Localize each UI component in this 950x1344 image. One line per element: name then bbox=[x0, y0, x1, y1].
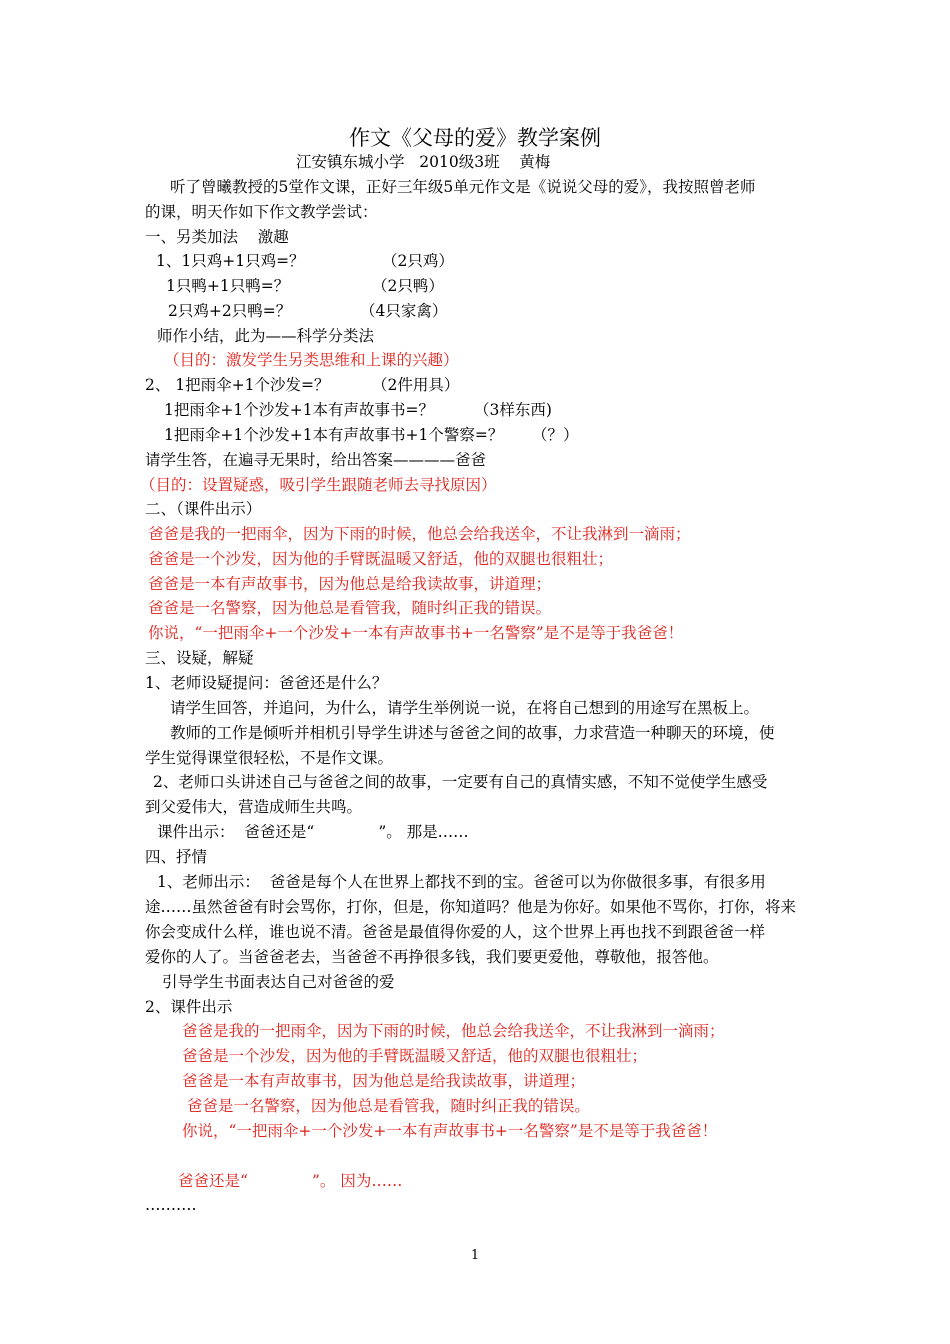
paragraph-line: 请学生回答，并追问，为什么，请学生举例说一说，在将自己想到的用途写在黑板上。 bbox=[170, 699, 760, 717]
question: 1把雨伞+1个沙发+1本有声故事书+1个警察=？ bbox=[164, 426, 504, 444]
question: 1把雨伞+1个沙发+1本有声故事书=？ bbox=[164, 401, 435, 419]
answer: （2只鸭） bbox=[372, 277, 444, 295]
answer: （？） bbox=[532, 426, 579, 444]
answer: （2件用具） bbox=[372, 376, 460, 394]
purpose-note: （目的：设置疑惑，吸引学生跟随老师去寻找原因） bbox=[140, 476, 497, 494]
slide-line: 爸爸是一名警察，因为他总是看管我，随时纠正我的错误。 bbox=[148, 599, 552, 617]
section-heading: 四、抒情 bbox=[145, 848, 208, 866]
slide-line: 爸爸是一本有声故事书，因为他总是给我读故事，讲道理； bbox=[148, 575, 552, 593]
paragraph-line: 2、老师口头讲述自己与爸爸之间的故事，一定要有自己的真情实感，不知不觉使学生感受 bbox=[153, 773, 768, 791]
slide-line: 你说，“一把雨伞+一个沙发+一本有声故事书+一名警察”是不是等于我爸爸！ bbox=[182, 1122, 718, 1140]
paragraph-line: 2、课件出示 bbox=[145, 998, 233, 1016]
byline: 江安镇东城小学 2010级3班 黄梅 bbox=[296, 153, 551, 171]
section-heading: 二、（课件出示） bbox=[145, 500, 262, 518]
question: 2只鸡+2只鸭=？ bbox=[168, 302, 292, 320]
section-heading: 一、另类加法 激趣 bbox=[145, 228, 289, 246]
paragraph-line: 学生觉得课堂很轻松，不是作文课。 bbox=[145, 749, 394, 767]
answer-reveal: 请学生答，在遍寻无果时，给出答案————爸爸 bbox=[145, 451, 487, 469]
answer: （2只鸡） bbox=[382, 252, 454, 270]
answer: （3样东西) bbox=[474, 401, 552, 419]
document-title: 作文《父母的爱》教学案例 bbox=[349, 126, 601, 150]
slide-line: 爸爸是我的一把雨伞，因为下雨的时候，他总会给我送伞，不让我淋到一滴雨； bbox=[182, 1022, 725, 1040]
paragraph-line: 你会变成什么样，谁也说不清。爸爸是最值得你爱的人，这个世界上再也找不到跟爸爸一样 bbox=[145, 923, 766, 941]
slide-line: 爸爸是一个沙发，因为他的手臂既温暖又舒适，他的双腿也很粗壮； bbox=[148, 550, 614, 568]
paragraph-line: 教师的工作是倾听并相机引导学生讲述与爸爸之间的故事，力求营造一种聊天的环境，使 bbox=[170, 724, 775, 742]
paragraph-line: 引导学生书面表达自己对爸爸的爱 bbox=[162, 973, 395, 991]
ellipsis: ………. bbox=[145, 1196, 197, 1214]
answer: （4只家禽） bbox=[360, 302, 448, 320]
page-number: 1 bbox=[470, 1248, 480, 1263]
question: 1、1只鸡+1只鸡=？ bbox=[156, 252, 305, 270]
paragraph-line: 途……虽然爸爸有时会骂你，打你，但是，你知道吗？他是为你好。如果他不骂你，打你，将来 bbox=[145, 898, 797, 916]
section-heading: 三、设疑，解疑 bbox=[145, 649, 254, 667]
paragraph-line: 1、老师设疑提问：爸爸还是什么？ bbox=[145, 674, 388, 692]
slide-line: 爸爸是一个沙发，因为他的手臂既温暖又舒适，他的双腿也很粗壮； bbox=[182, 1047, 648, 1065]
purpose-note: （目的：激发学生另类思维和上课的兴趣） bbox=[164, 351, 459, 369]
fill-in-prompt: 课件出示： 爸爸还是“ ”。 那是…… bbox=[157, 823, 469, 841]
question: 1只鸭+1只鸭=？ bbox=[166, 277, 290, 295]
summary: 师作小结，此为——科学分类法 bbox=[157, 327, 375, 345]
paragraph-line: 1、老师出示： 爸爸是每个人在世界上都找不到的宝。爸爸可以为你做很多事，有很多用 bbox=[157, 873, 766, 891]
intro-line: 听了曾曦教授的5堂作文课，正好三年级5单元作文是《说说父母的爱》，我按照曾老师 bbox=[170, 178, 756, 196]
slide-line: 你说，“一把雨伞+一个沙发+一本有声故事书+一名警察”是不是等于我爸爸！ bbox=[148, 624, 684, 642]
slide-line: 爸爸是我的一把雨伞，因为下雨的时候，他总会给我送伞，不让我淋到一滴雨； bbox=[148, 525, 691, 543]
intro-line: 的课，明天作如下作文教学尝试： bbox=[145, 203, 378, 221]
fill-in-prompt: 爸爸还是“ ”。 因为…… bbox=[178, 1172, 403, 1190]
question: 2、 1把雨伞+1个沙发=？ bbox=[145, 376, 330, 394]
paragraph-line: 爱你的人了。当爸爸老去，当爸爸不再挣很多钱，我们要更爱他，尊敬他，报答他。 bbox=[145, 948, 719, 966]
paragraph-line: 到父爱伟大，营造成师生共鸣。 bbox=[145, 798, 363, 816]
slide-line: 爸爸是一本有声故事书，因为他总是给我读故事，讲道理； bbox=[182, 1072, 586, 1090]
slide-line: 爸爸是一名警察，因为他总是看管我，随时纠正我的错误。 bbox=[182, 1097, 590, 1115]
